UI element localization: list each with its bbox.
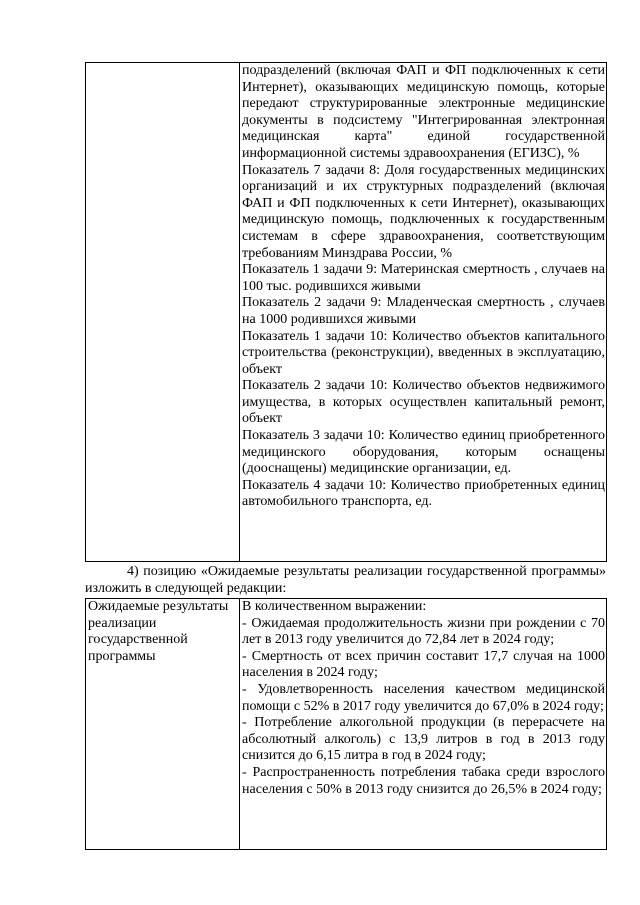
indicator-text: подразделений (включая ФАП и ФП подключенных к сети Интернет), оказывающих медицинскую помощь, которые передают структурированные электронные медицинские документы в подсистему "Интегрированная электронная медицинская карта" единой государственной информационной системы здравоохранения (ЕГИЗС), % (242, 63, 605, 161)
result-heading: В количественном выражении: (242, 599, 427, 614)
result-item: - Распространенность потребления табака среди взрослого населения с 50% в 2013 году снизится до 26,5% в 2024 году; (242, 764, 605, 797)
indicator-text: Показатель 3 задачи 10: Количество единиц приобретенного медицинского оборудования, которым оснащены (дооснащены) медицинские организации, ед. (242, 428, 605, 477)
row-label: Ожидаемые результаты реализации государственной программы (88, 599, 229, 664)
result-item: - Смертность от всех причин составит 17,7 случая на 1000 населения в 2024 году; (242, 648, 605, 681)
amendment-instruction (85, 564, 606, 597)
expected-results-cell (242, 599, 605, 798)
indicators-cell (242, 63, 605, 511)
result-item: - Ожидаемая продолжительность жизни при рождении с 70 лет в 2013 году увеличится до 72,84 лет в 2024 году; (242, 615, 605, 648)
result-item: - Удовлетворенность населения качеством медицинской помощи с 52% в 2017 году увеличится до 67,0% в 2024 году; (242, 681, 605, 714)
result-item: - Потребление алкогольной продукции (в перерасчете на абсолютный алкоголь) с 13,9 литров в год в 2013 году снизится до 6,15 литра в год в 2024 году; (242, 715, 605, 764)
indicator-text: Показатель 4 задачи 10: Количество приобретенных единиц автомобильного транспорта, ед. (242, 477, 605, 510)
expected-results-label-cell (88, 599, 238, 665)
indicator-text: Показатель 1 задачи 9: Материнская смертность , случаев на 100 тыс. родившихся живыми (242, 262, 605, 294)
indicator-text: Показатель 2 задачи 10: Количество объектов недвижимого имущества, в которых осуществлен капитальный ремонт, объект (242, 378, 605, 427)
column-divider (239, 63, 240, 561)
indicator-text: Показатель 7 задачи 8: Доля государственных медицинских организаций и их структурных подразделений (включая ФАП и ФП подключенных к сети Интернет), оказывающих медицинскую помощь, подключенных к государственным системам в сфере здравоохранения, соответствующим требованиям Минздрава России, % (242, 162, 605, 261)
indicator-text: Показатель 1 задачи 10: Количество объектов капитального строительства (реконструкции), введенных в эксплуатацию, объект (242, 328, 605, 377)
indicator-text: Показатель 2 задачи 9: Младенческая смертность , случаев на 1000 родившихся живыми (242, 295, 605, 327)
instruction-text: 4) позицию «Ожидаемые результаты реализации государственной программы» изложить в следующей редакции: (85, 564, 606, 596)
column-divider (239, 599, 240, 849)
